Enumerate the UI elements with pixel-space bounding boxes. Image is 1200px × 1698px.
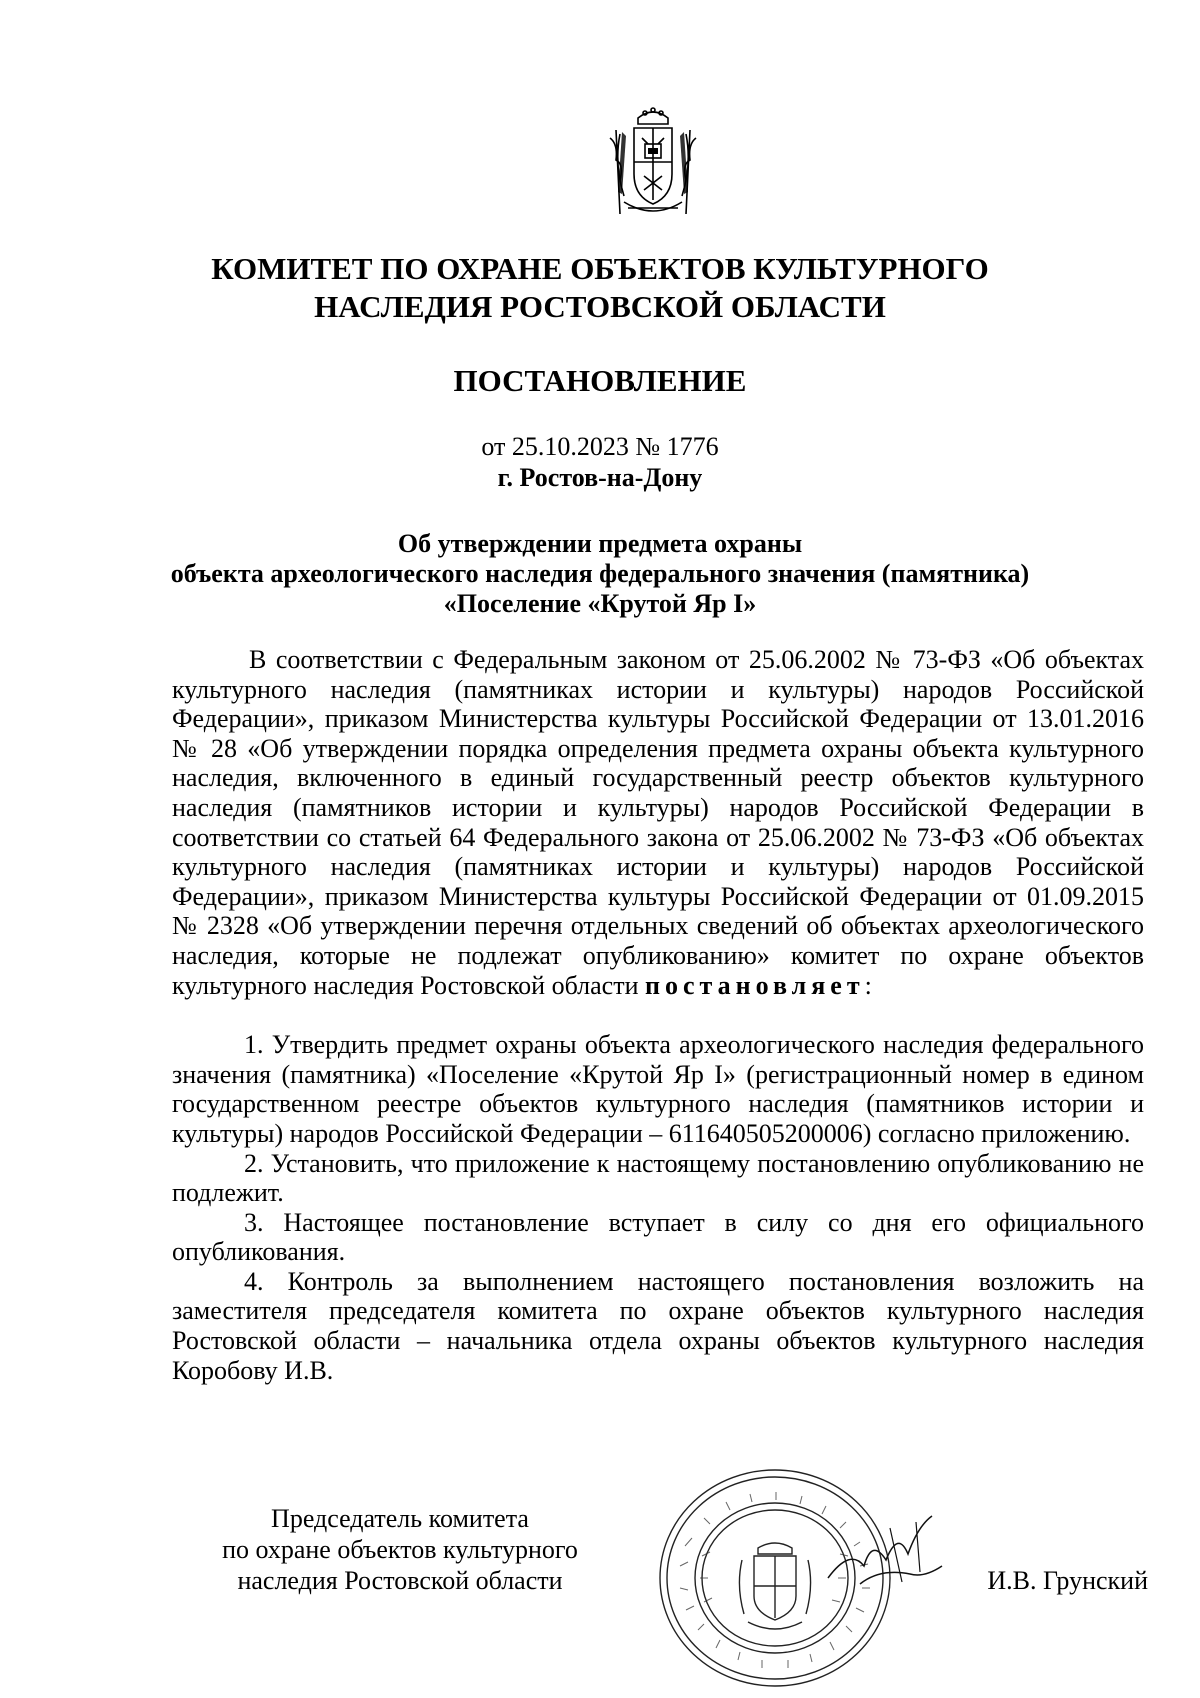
organization-name (200, 250, 1000, 326)
signatory-title-line-1: Председатель комитета (271, 1504, 529, 1533)
signatory-title-line-3: наследия Ростовской области (237, 1566, 563, 1595)
signatory-name: И.В. Грунский (987, 1566, 1148, 1595)
city: г. Ростов-на-Дону (497, 463, 703, 492)
org-line-2: НАСЛЕДИЯ РОСТОВСКОЙ ОБЛАСТИ (314, 289, 886, 324)
document-subject (150, 529, 1050, 619)
preamble-tail: : (864, 970, 872, 1000)
subject-line-3: «Поселение «Крутой Яр I» (443, 589, 757, 618)
document-body (172, 645, 1144, 1385)
document-type: ПОСТАНОВЛЕНИЕ (453, 363, 747, 398)
decree-word: постановляет (645, 970, 865, 1000)
signatory-title-line-2: по охране объектов культурного (222, 1535, 578, 1564)
date-and-number: от 25.10.2023 № 1776 (481, 432, 719, 461)
resolution-item-4: 4. Контроль за выполнением настоящего постановления возложить на заместителя председателя комитета по охране объектов культурного наследия Ростовской области – начальника отдела охраны объектов культурного наследия Коробову И.В. (172, 1266, 1144, 1385)
handwritten-signature-icon (820, 1508, 950, 1598)
coat-of-arms-icon (598, 104, 708, 224)
org-line-1: КОМИТЕТ ПО ОХРАНЕ ОБЪЕКТОВ КУЛЬТУРНОГО (211, 251, 989, 286)
resolution-item-2: 2. Установить, что приложение к настоящему постановлению опубликованию не подлежит. (172, 1148, 1144, 1208)
preamble-text: В соответствии с Федеральным законом от 25.06.2002 № 73-ФЗ «Об объектах культурного наследия (памятниках истории и культуры) народов Российской Федерации», приказом Министерства культуры Российской Федерации от 13.01.2016 № 28 «Об утверждении порядка определения предмета охраны объекта культурного наследия, включенного в единый государственный реестр объектов культурного наследия (памятников истории и культуры) народов Российской Федерации в соответствии со статьей 64 Федерального закона от 25.06.2002 № 73-ФЗ «Об объектах культурного наследия (памятниках истории и культуры) народов Российской Федерации», приказом Министерства культуры Российской Федерации от 01.09.2015 № 2328 «Об утверждении перечня отдельных сведений об объектах археологического наследия, которые не подлежат опубликованию» комитет по охране объектов культурного наследия Ростовской области (172, 645, 1144, 1000)
subject-line-1: Об утверждении предмета охраны (397, 529, 803, 558)
subject-line-2: объекта археологического наследия федерального значения (памятника) (170, 559, 1030, 588)
resolution-item-3: 3. Настоящее постановление вступает в силу со дня его официального опубликования. (172, 1207, 1144, 1267)
resolution-item-1: 1. Утвердить предмет охраны объекта археологического наследия федерального значения (памятника) «Поселение «Крутой Яр I» (регистрационный номер в едином государственном реестре объектов культурного наследия (памятников истории и культуры) народов Российской Федерации – 611640505200006) согласно приложению. (172, 1030, 1144, 1148)
signatory-title (190, 1503, 610, 1596)
preamble-paragraph (172, 645, 1144, 1000)
